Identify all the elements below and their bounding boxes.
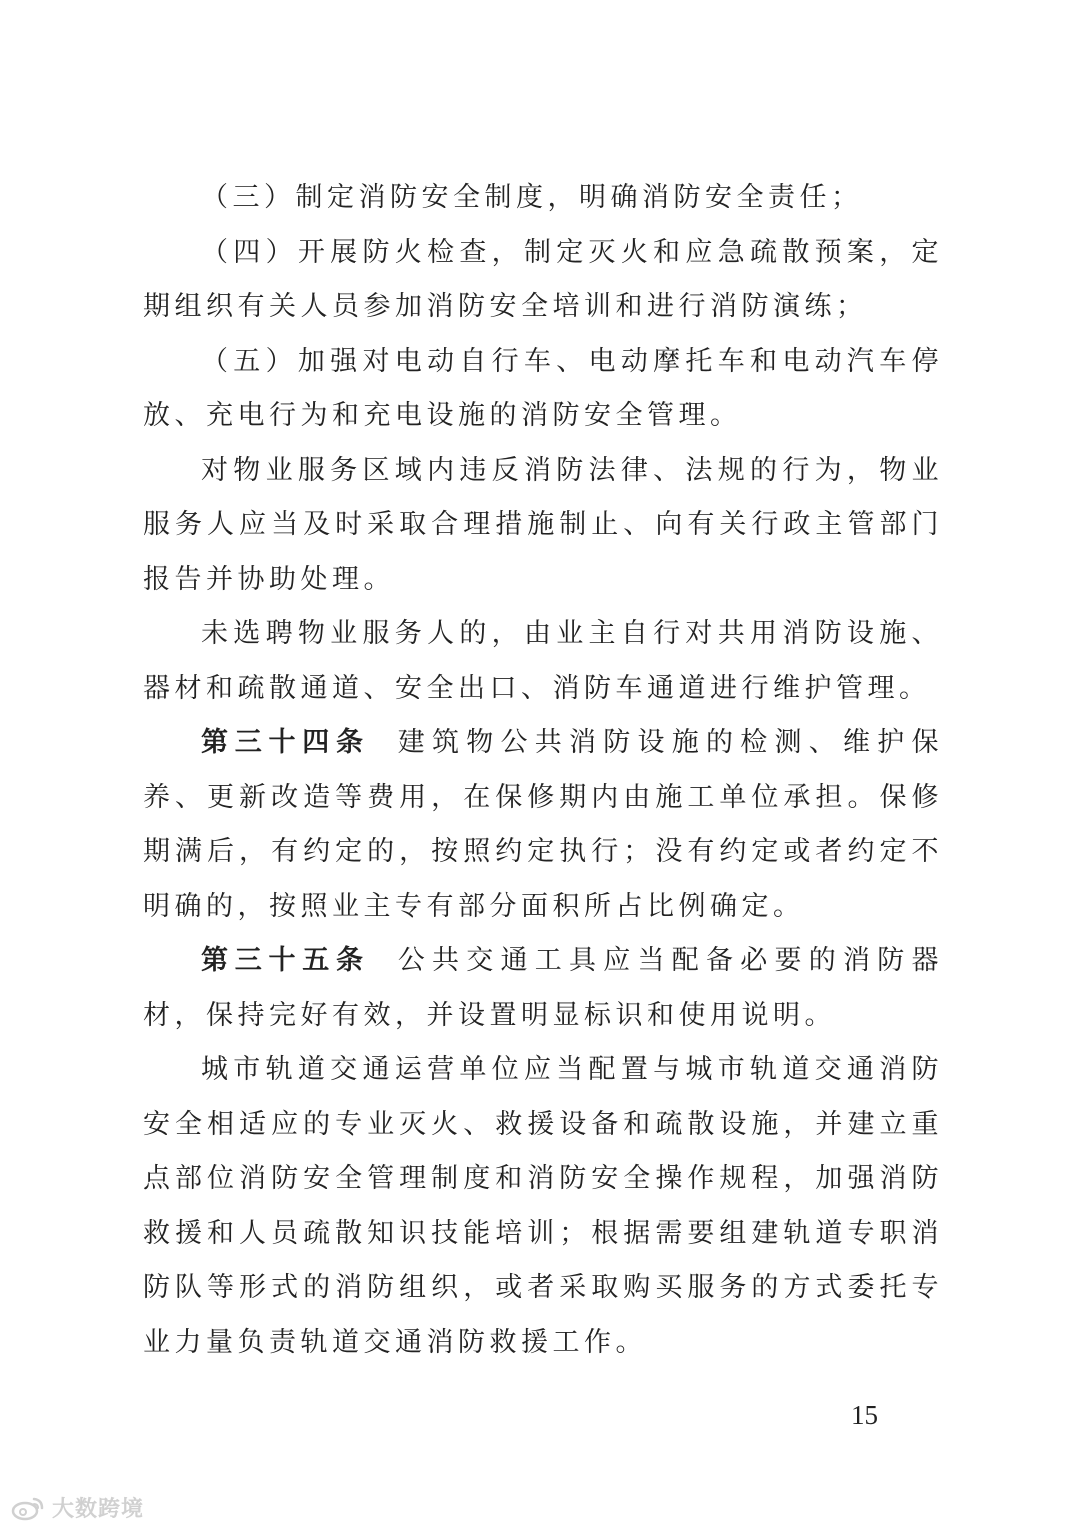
article-34-text: 建筑物公共消防设施的检测、维护保养、更新改造等费用，在保修期内由施工单位承担。保修期满后，有约定的，按照约定执行；没有约定或者约定不明确的，按照业主专有部分面积所占比例确定。 [143,727,943,922]
document-body [143,171,943,1370]
clause-three: （三）制定消防安全制度，明确消防安全责任； [201,182,863,213]
watermark-text: 大数跨境 [52,1497,145,1522]
watermark [10,1492,144,1523]
article-34-heading: 第三十四条 [201,727,370,758]
clause-five: （五）加强对电动自行车、电动摩托车和电动汽车停放、充电行为和充电设施的消防安全管理。 [143,345,943,431]
violation-paragraph: 对物业服务区域内违反消防法律、法规的行为，物业服务人应当及时采取合理措施制止、向有关行政主管部门报告并协助处理。 [143,454,943,595]
page-number: 15 [851,1400,878,1430]
article-35-paragraph-2: 城市轨道交通运营单位应当配置与城市轨道交通消防安全相适应的专业灭火、救援设备和疏散设施，并建立重点部位消防安全管理制度和消防安全操作规程，加强消防救援和人员疏散知识技能培训；根据需要组建轨道专职消防队等形式的消防组织，或者采取购买服务的方式委托专业力量负责轨道交通消防救援工作。 [143,1054,943,1358]
clause-four: （四）开展防火检查，制定灭火和应急疏散预案，定期组织有关人员参加消防安全培训和进行消防演练； [143,236,943,322]
weibo-logo-icon [10,1495,46,1521]
article-35-text: 公共交通工具应当配备必要的消防器材，保持完好有效，并设置明显标识和使用说明。 [143,945,943,1031]
article-35 [143,934,943,1043]
article-35-heading: 第三十五条 [201,945,370,976]
article-34 [143,716,943,934]
no-property-service-paragraph: 未选聘物业服务人的，由业主自行对共用消防设施、器材和疏散通道、安全出口、消防车通道进行维护管理。 [143,618,943,704]
